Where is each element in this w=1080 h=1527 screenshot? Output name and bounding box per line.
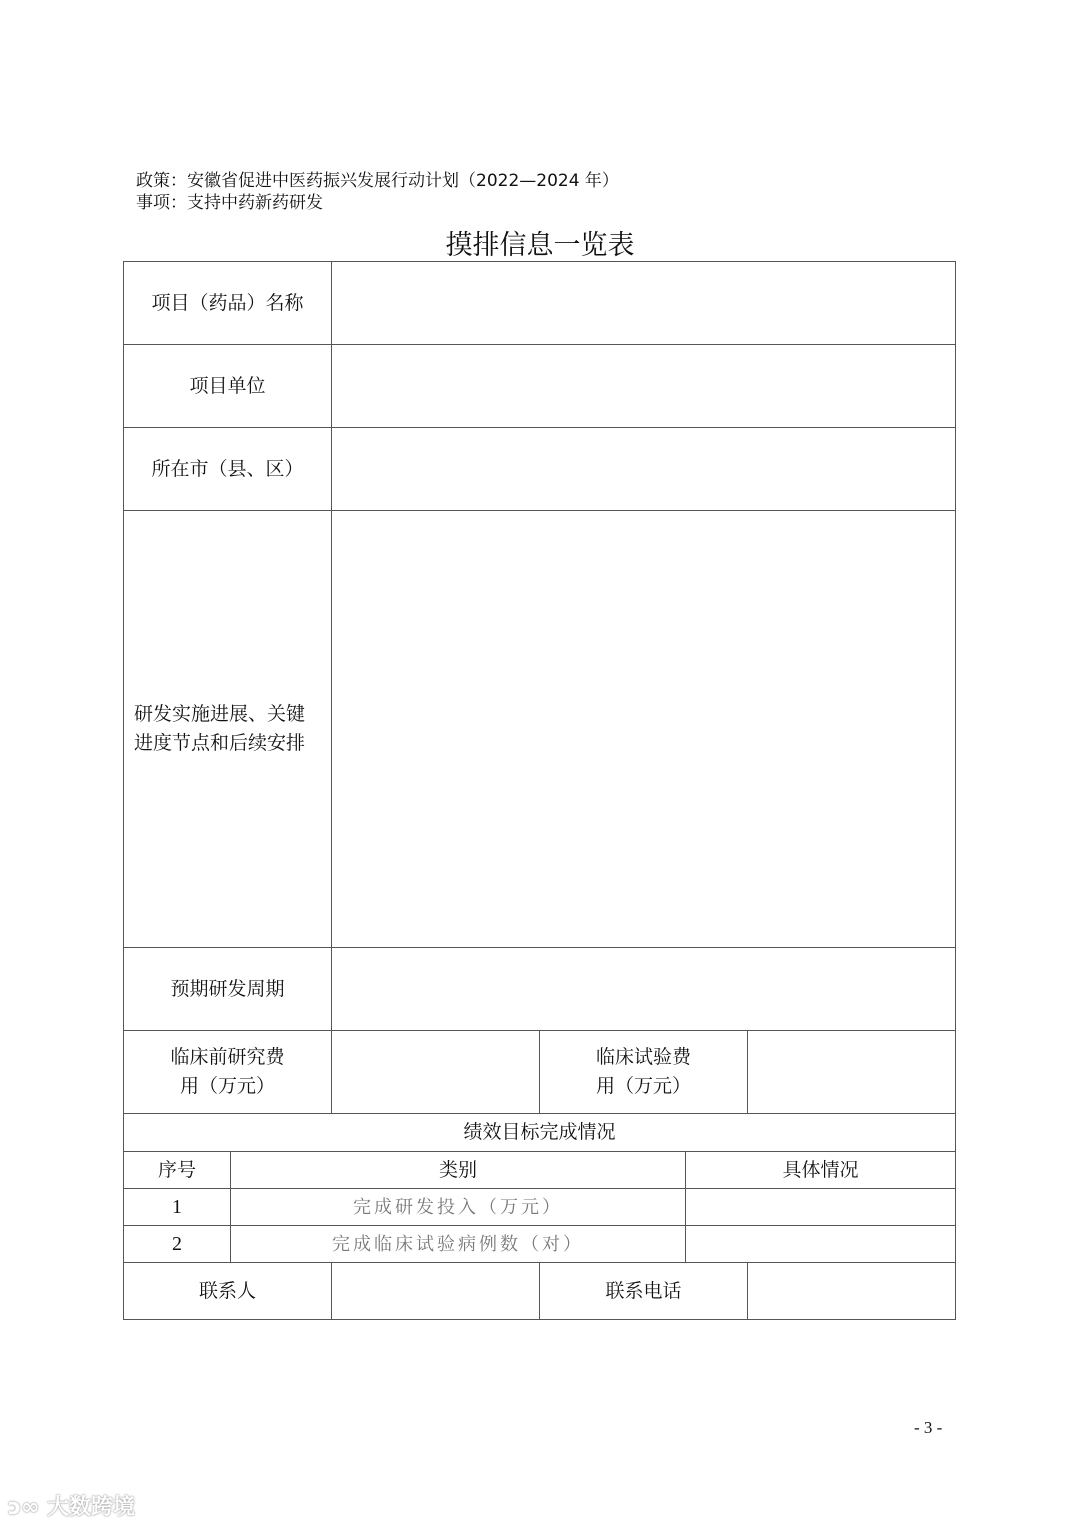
policy-line: 政策：安徽省促进中医药振兴发展行动计划（2022—2024 年） xyxy=(136,171,619,191)
label-progress: 研发实施进展、关键进度节点和后续安排 xyxy=(123,510,332,948)
clinical-cost-field[interactable] xyxy=(747,1030,956,1114)
label-project-unit: 项目单位 xyxy=(123,344,332,428)
project-unit-field[interactable] xyxy=(331,344,956,428)
page-number: - 3 - xyxy=(914,1418,943,1437)
cycle-field[interactable] xyxy=(331,947,956,1031)
label-contact: 联系人 xyxy=(123,1262,332,1320)
row-category: 完成研发投入（万元） xyxy=(230,1188,686,1226)
progress-field[interactable] xyxy=(331,510,956,948)
row-detail-field[interactable] xyxy=(685,1188,956,1226)
label-phone: 联系电话 xyxy=(539,1262,748,1320)
page-title: 摸排信息一览表 xyxy=(445,230,635,261)
item-line: 事项：支持中药新药研发 xyxy=(136,193,323,213)
performance-title: 绩效目标完成情况 xyxy=(123,1113,956,1152)
label-project-name: 项目（药品）名称 xyxy=(123,261,332,345)
row-detail-field[interactable] xyxy=(685,1225,956,1263)
label-preclinical-cost: 临床前研究费用（万元） xyxy=(123,1030,332,1114)
project-name-field[interactable] xyxy=(331,261,956,345)
col-detail: 具体情况 xyxy=(685,1151,956,1189)
label-cycle: 预期研发周期 xyxy=(123,947,332,1031)
col-category: 类别 xyxy=(230,1151,686,1189)
label-clinical-cost: 临床试验费用（万元） xyxy=(539,1030,748,1114)
contact-field[interactable] xyxy=(331,1262,540,1320)
row-no: 1 xyxy=(123,1188,231,1226)
row-category: 完成临床试验病例数（对） xyxy=(230,1225,686,1263)
phone-field[interactable] xyxy=(747,1262,956,1320)
watermark-text: 大数跨境 xyxy=(47,1495,136,1520)
label-location: 所在市（县、区） xyxy=(123,427,332,511)
watermark xyxy=(8,1490,135,1521)
watermark-logo-icon: ↄ∞ xyxy=(8,1495,48,1520)
row-no: 2 xyxy=(123,1225,231,1263)
location-field[interactable] xyxy=(331,427,956,511)
col-no: 序号 xyxy=(123,1151,231,1189)
preclinical-cost-field[interactable] xyxy=(331,1030,540,1114)
